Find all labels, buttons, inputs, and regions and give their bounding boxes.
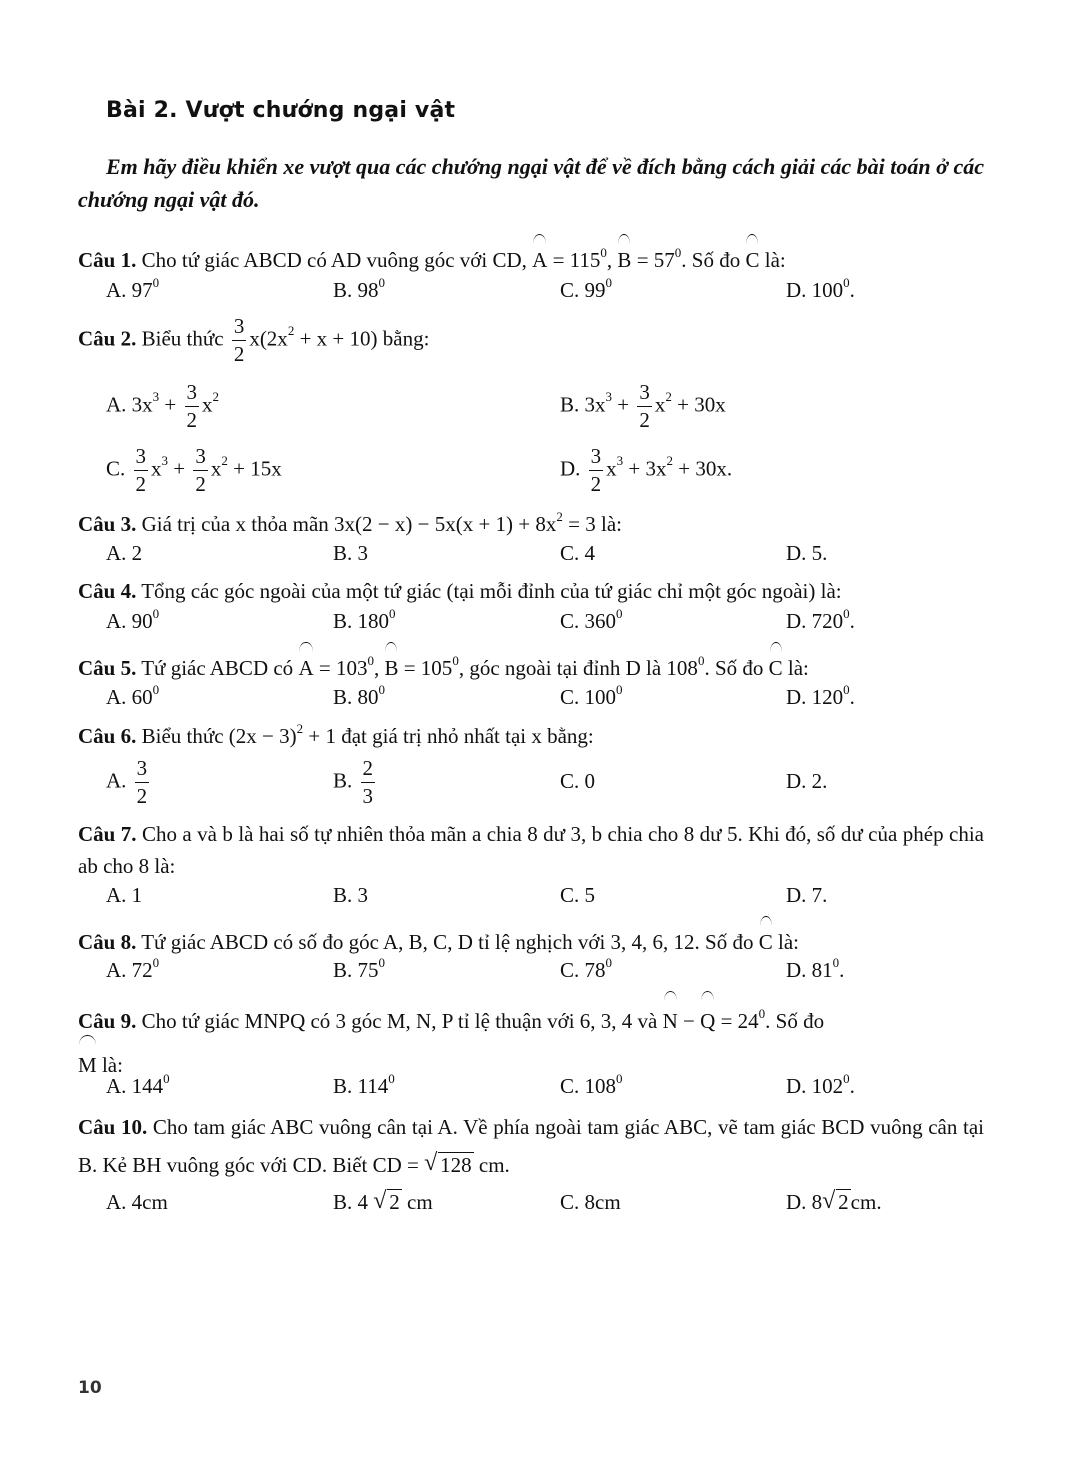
question-5: Câu 5. Tứ giác ABCD có $A = 103^0$, $B = 105^0$, góc ngoài tại đỉnh D là $108^0$. Số đo C là: [78, 648, 984, 684]
option-b: B. $114^0$ [333, 1071, 395, 1098]
question-9-options [106, 1071, 986, 1106]
option-c: C. 5 [560, 883, 596, 907]
option-c: C. 8cm [560, 1190, 621, 1214]
question-8-options [106, 955, 986, 990]
option-a: A. $144^0$ [106, 1071, 170, 1098]
question-2: Câu 2. Biểu thức $\frac{3}{2}$ $x(2x^2 + x + 10)$ bằng: [78, 314, 430, 366]
option-b: B. 3 [333, 541, 369, 565]
option-b: B. $\frac{2}{3}$ [333, 756, 374, 808]
option-a: A. $\frac{3}{2}$ [106, 756, 148, 808]
question-10: Câu 10. Cho tam giác ABC vuông cân tại A. Về phía ngoài tam giác ABC, vẽ tam giác BCD vuông cân tại B. Kẻ BH vuông góc với CD. Biết CD = √ 128 cm. [78, 1115, 984, 1177]
option-a: A. $90^0$ [106, 606, 160, 633]
question-7-options [106, 883, 986, 915]
option-d: D. $720^0$. [786, 606, 855, 633]
option-c: C. $99^0$ [560, 275, 613, 302]
question-8: Câu 8. Tứ giác ABCD có số đo góc A, B, C, D tỉ lệ nghịch với 3, 4, 6, 12. Số đo C là: [78, 922, 984, 958]
option-d: D. $102^0$. [786, 1071, 855, 1098]
option-c: C. $100^0$ [560, 682, 623, 709]
question-6-options [106, 758, 986, 810]
option-d: D. 7. [786, 883, 828, 907]
option-c: C. 4 [560, 541, 596, 565]
question-1-options [106, 275, 986, 310]
intro-paragraph: Em hãy điều khiển xe vượt qua các chướng ngại vật để về đích bằng cách giải các bài toán ở các chướng ngại vật đó. [78, 154, 984, 212]
option-d: D. $\frac{3}{2}$ $x^3 + 3x^2 + 30x$. [560, 444, 733, 496]
option-c: C. $\frac{3}{2}$ $x^3$ + $\frac{3}{2}$ $x^2 + 15x$ [106, 444, 282, 496]
option-b: B. $80^0$ [333, 682, 386, 709]
question-2-options-row2 [106, 446, 986, 496]
option-a: A. 2 [106, 541, 143, 565]
option-a: A. 1 [106, 883, 143, 907]
section-heading: Bài 2. Vượt chướng ngại vật [106, 98, 456, 123]
option-a: A. $97^0$ [106, 275, 160, 302]
option-d: D. $100^0$. [786, 275, 855, 302]
question-4: Câu 4. Tổng các góc ngoài của một tứ giác (tại mỗi đỉnh của tứ giác chỉ một góc ngoài) là: [78, 579, 842, 603]
option-d: D. $120^0$. [786, 682, 855, 709]
option-d: D. $81^0$. [786, 955, 845, 982]
option-b: B. $180^0$ [333, 606, 396, 633]
option-d: D. 5. [786, 541, 828, 565]
question-9: Câu 9. Cho tứ giác MNPQ có 3 góc M, N, P tỉ lệ thuận với 6, 3, 4 và $N - Q = 24^0$. Số đo M là: [78, 997, 984, 1085]
question-4-options [106, 606, 986, 641]
option-c: C. $78^0$ [560, 955, 613, 982]
option-a: A. 4cm [106, 1190, 168, 1214]
option-b: B. 4 √ 2 cm [333, 1188, 433, 1214]
question-7: Câu 7. Cho a và b là hai số tự nhiên thỏa mãn a chia 8 dư 3, b chia cho 8 dư 5. Khi đó, số dư của phép chia ab cho 8 là: [78, 822, 984, 878]
option-b: B. $3x^3$ + $\frac{3}{2}$ $x^2 + 30x$ [560, 380, 726, 432]
option-c: C. $360^0$ [560, 606, 623, 633]
question-6: Câu 6. Biểu thức $(2x - 3)^2 + 1$ đạt giá trị nhỏ nhất tại x bằng: [78, 721, 594, 748]
option-c: C. 0 [560, 769, 596, 793]
option-a: A. $60^0$ [106, 682, 160, 709]
question-3: Câu 3. Giá trị của x thỏa mãn $3x(2 - x) - 5x(x + 1) + 8x^2 = 3$ là: [78, 509, 622, 536]
option-b: B. 3 [333, 883, 369, 907]
option-d: D. 2. [786, 769, 828, 793]
option-a: A. $3x^3$ + $\frac{3}{2}$ $x^2$ [106, 380, 220, 432]
question-5-options [106, 682, 986, 717]
option-d: D. 8 √ 2cm. [786, 1188, 882, 1214]
question-1: Câu 1. Cho tứ giác ABCD có AD vuông góc với CD, $A = 115^0$, $B = 57^0$. Số đo C là: [78, 240, 984, 276]
option-b: B. $75^0$ [333, 955, 386, 982]
option-a: A. $72^0$ [106, 955, 160, 982]
page-number: 10 [78, 1378, 102, 1398]
question-10-options [106, 1190, 986, 1222]
question-3-options [106, 541, 986, 573]
question-2-options-row1 [106, 382, 986, 432]
option-b: B. $98^0$ [333, 275, 386, 302]
option-c: C. $108^0$ [560, 1071, 623, 1098]
